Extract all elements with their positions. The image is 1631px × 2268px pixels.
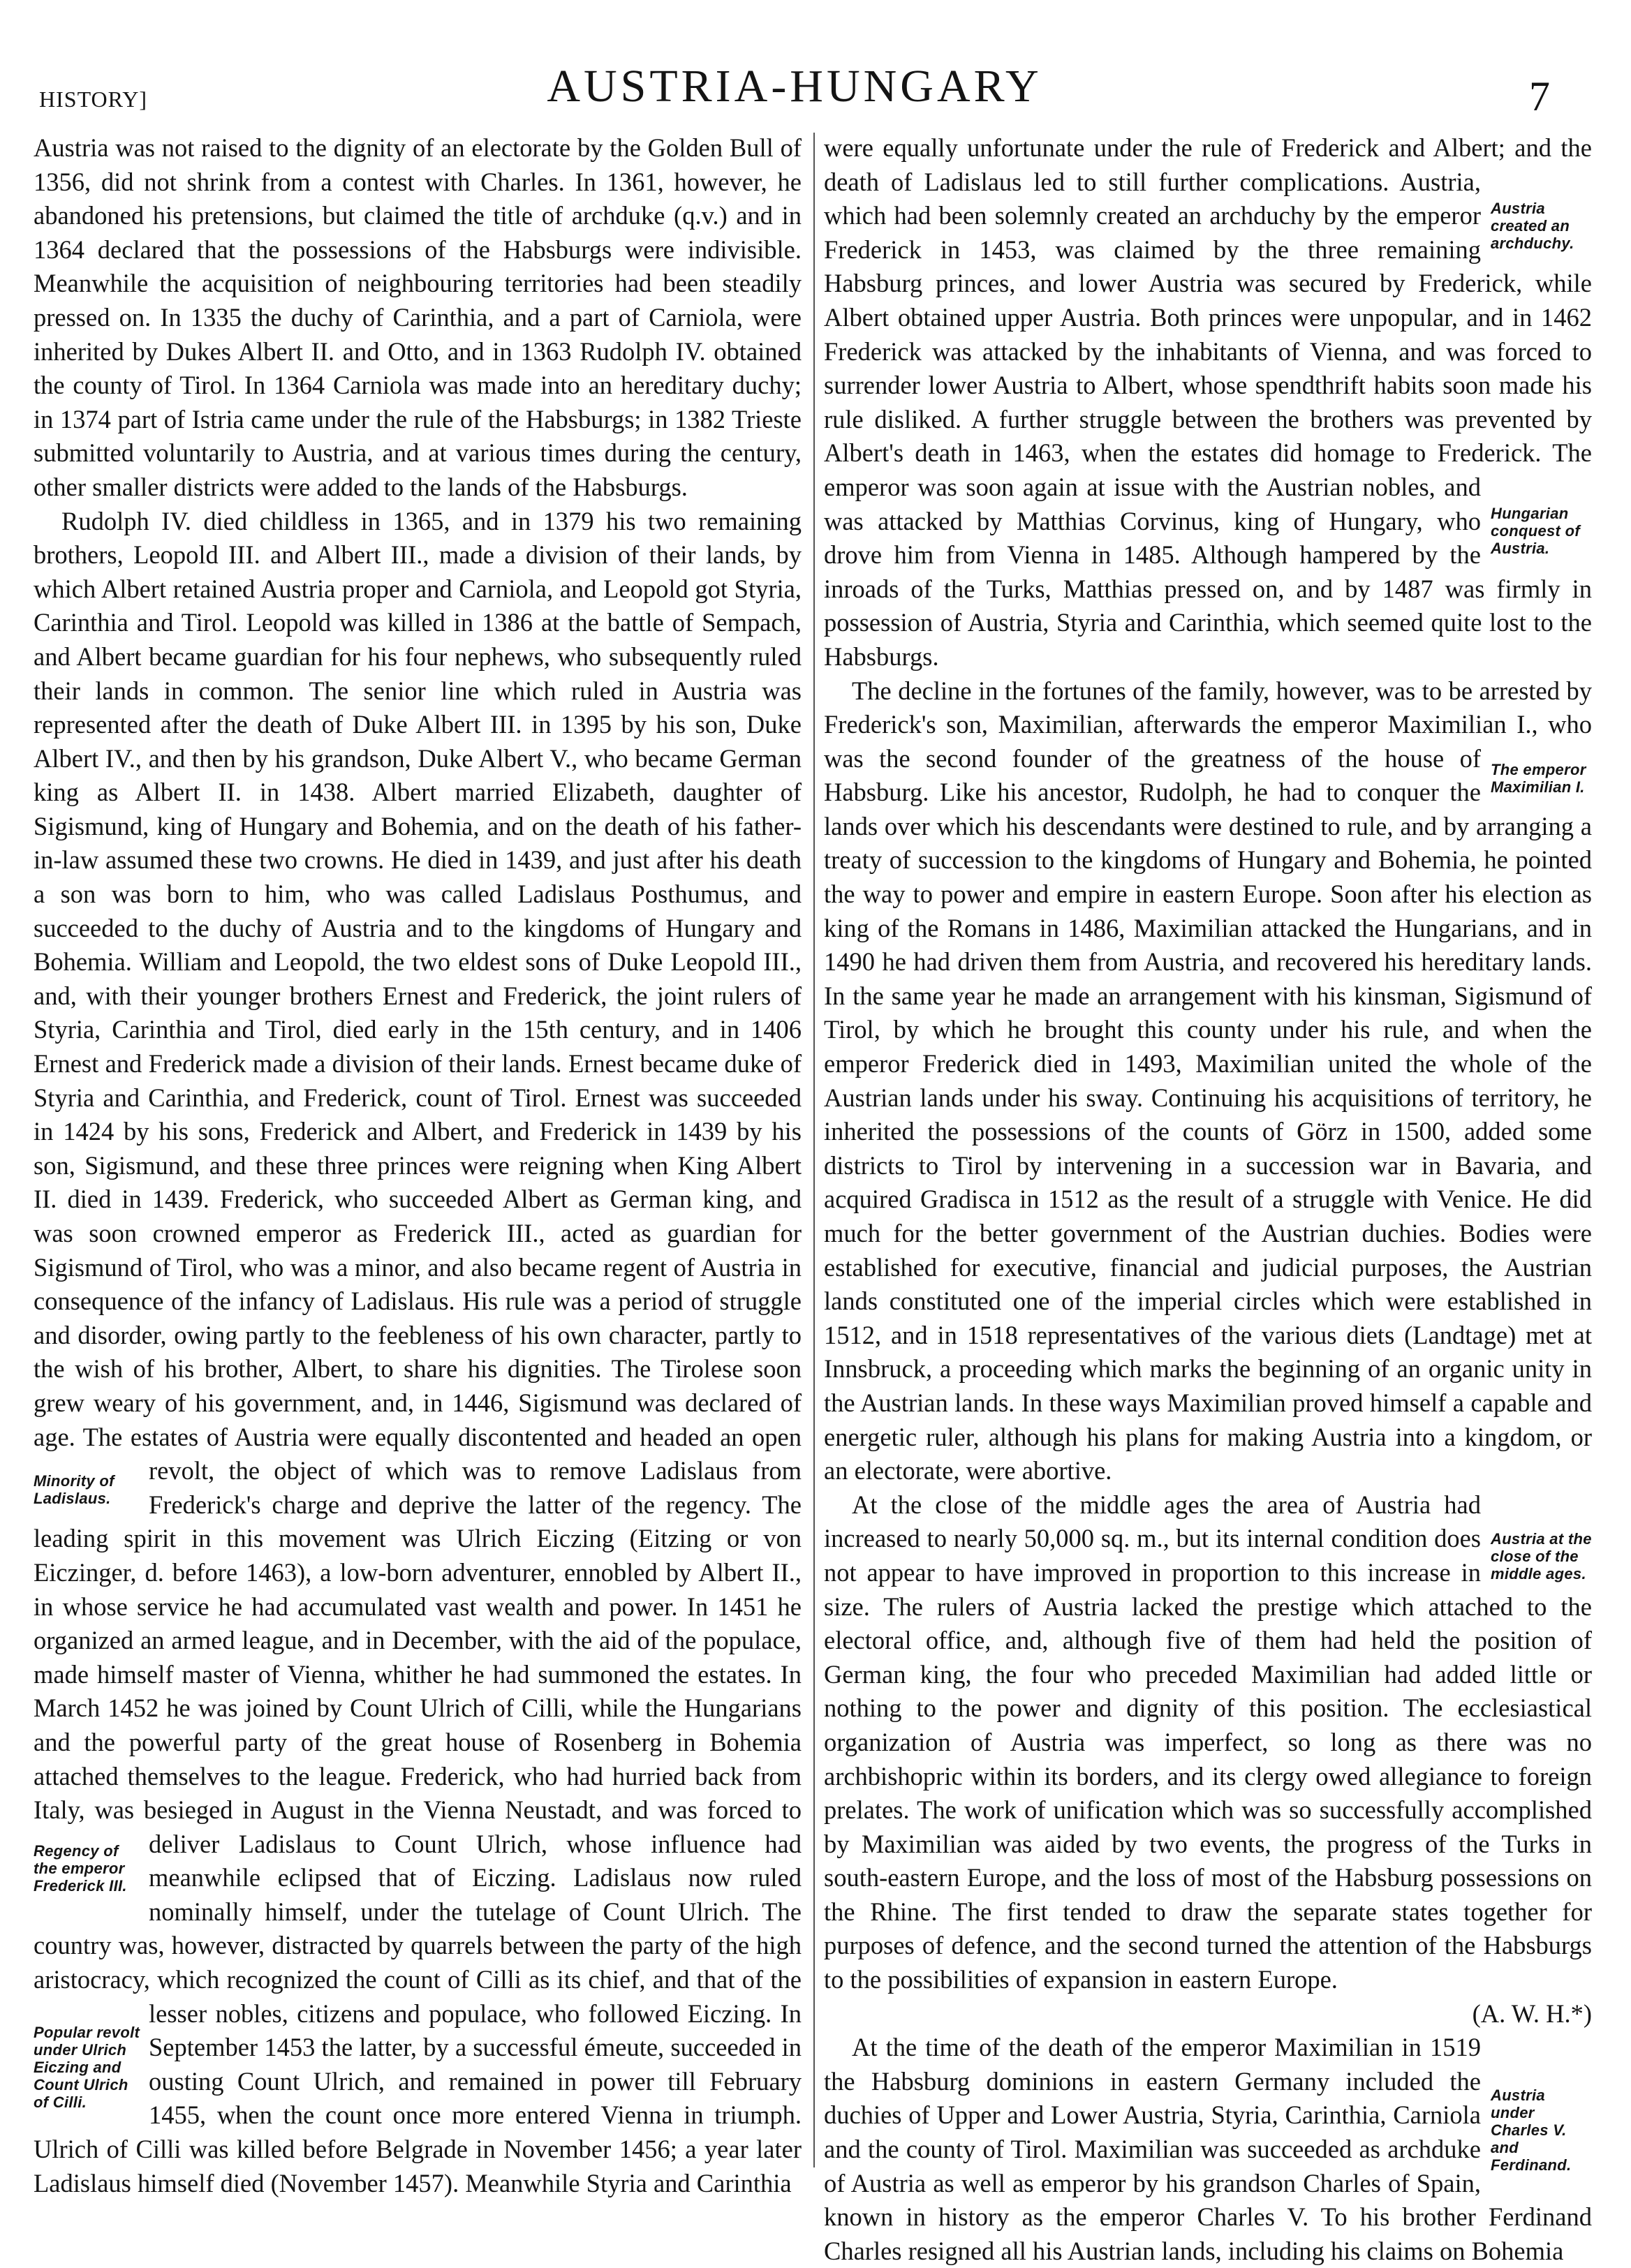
sidenote-hungarian-conquest: Hungarian conquest of Austria. xyxy=(1491,505,1580,557)
sidenote-charles-ferdinand: Austria under Charles V. and Ferdinand. xyxy=(1491,2087,1572,2174)
paragraph: At the close of the middle ages the area of Austria had increased to nearly 50,000 sq. m., but its internal condition does not appear to have improved in proportion to this increase in size. The rulers of Austria lacked the prestige which attached to the electoral office, and, although five of them had held the position of German king, the four who preceded Maximilian had added little or nothing to the power and dignity of this position. The ecclesiastical organization of Austria was imperfect, so long as there was no archbishopric within its borders, and its clergy owed allegiance to foreign prelates. The work of unification which was so successfully accomplished by Maximilian was aided by two events, the progress of the Turks in south-eastern Europe, and the loss of most of the Habsburg possessions on the Rhine. The first tended to draw the separate states together for purposes of defence, and the second turned the attention of the Habsburgs to the possibilities of expansion in eastern Europe. xyxy=(824,1490,1592,1994)
sidenote-regency-of-frederick: Regency of the emperor Frederick III. xyxy=(34,1841,127,1895)
left-column xyxy=(34,131,802,2197)
column-divider xyxy=(813,133,815,2167)
sidenote-minority-of-ladislaus: Minority of Ladislaus. xyxy=(34,1472,115,1507)
sidenote-middle-ages: Austria at the close of the middle ages. xyxy=(1491,1529,1592,1583)
sidenote-austria-archduchy: Austria created an archduchy. xyxy=(1491,200,1574,252)
running-title: AUSTRIA-HUNGARY xyxy=(547,61,1042,112)
paragraph: At the time of the death of the emperor Maximilian in 1519 the Habsburg dominions in eastern Germany included the duchies of Upper and Lower Austria, Styria, Carinthia, Carniola and the county of Tirol. Maximilian was succeeded as archduke of Austria as well as emperor by his grandson Charles of Spain, known in history as the emperor Charles V. To his brother Ferdinand Charles resigned all his Austrian lands, including his claims on Bohemia xyxy=(824,2033,1592,2265)
sidenote-popular-revolt: Popular revolt under Ulrich Eiczing and Count Ulrich of Cilli. xyxy=(34,2023,140,2111)
sidenote-emperor-maximilian: The emperor Maximilian I. xyxy=(1491,761,1586,796)
right-column xyxy=(824,131,1592,2265)
paragraph: Austria was not raised to the dignity of an electorate by the Golden Bull of 1356, did not shrink from a contest with Charles. In 1361, however, he abandoned his pretensions, but claimed the title of archduke (q.v.) and in 1364 declared that the possessions of the Habsburgs were indivisible. Meanwhile the acquisition of neighbouring territories had been steadily pressed on. In 1335 the duchy of Carinthia, and a part of Carniola, were inherited by Dukes Albert II. and Otto, and in 1363 Rudolph IV. obtained the county of Tirol. In 1364 Carniola was made into an hereditary duchy; in 1374 part of Istria came under the rule of the Habsburgs; in 1382 Trieste submitted voluntarily to Austria, and at various times during the century, other smaller districts were added to the lands of the Habsburgs. xyxy=(34,133,802,501)
paragraph: Rudolph IV. died childless in 1365, and in 1379 his two remaining brothers, Leopold III. and Albert III., made a division of their lands, by which Albert retained Austria proper and Carniola, and Leopold got Styria, Carinthia and Tirol. Leopold was killed in 1386 at the battle of Sempach, and Albert became guardian for his four nephews, who subsequently ruled their lands in common. The senior line which ruled in Austria was represented after the death of Duke Albert III. in 1395 by his son, Duke Albert IV., and then by his grandson, Duke Albert V., who became German king as Albert II. in 1438. Albert married Elizabeth, daughter of Sigismund, king of Hungary and Bohemia, and on the death of his father-in-law assumed these two crowns. He died in 1439, and just after his death a son was born to him, who was called Ladislaus Posthumus, and succeeded to the duchy of Austria and to the kingdoms of Hungary and Bohemia. William and Leopold, the two eldest sons of Duke Leopold III., and, with their younger brothers Ernest and Frederick, the joint rulers of Styria, Carinthia and Tirol, died early in the 15th century, and in 1406 Ernest and Frederick made a division of their lands. Ernest became duke of Styria and Carinthia, and Frederick, count of Tirol. Ernest was succeeded in 1424 by his sons, Frederick and Albert, and Frederick in 1439 by his son, Sigismund, and these three princes were reigning when King Albert II. died in 1439. Frederick, who succeeded Albert as German king, and was soon crowned emperor as Frederick III., acted as guardian for Sigismund of Tirol, who was a minor, and also became regent of Austria in consequence of the infancy of Ladislaus. His rule was a period of struggle and disorder, owing partly to the feebleness of his own character, partly to the wish of his brother, Albert, to share his dignities. The Tirolese soon grew weary of his government, and, in 1446, Sigismund was declared of age. The estates of Austria were equally discontented and headed an open revolt, the object of which was to remove Ladislaus from Frederick's charge and deprive the latter of the regency. The leading spirit in this movement was Ulrich Eiczing (Eitzing or von Eiczinger, d. before 1463), a low-born adventurer, ennobled by Albert II., in whose service he had accumulated vast wealth and power. In 1451 he organized an armed league, and in December, with the aid of the populace, made himself master of Vienna, whither he had summoned the estates. In March 1452 he was joined by Count Ulrich of Cilli, while the Hungarians and the powerful party of the great house of Rosenberg in Bohemia attached themselves to the league. Frederick, who had hurried back from Italy, was besieged in August in the Vienna Neustadt, and was forced to deliver Ladislaus to Count Ulrich, whose influence had meanwhile eclipsed that of Eiczing. Ladislaus now ruled nominally himself, under the tutelage of Count Ulrich. The country was, however, distracted by quarrels between the party of the high aristocracy, which recognized the count of Cilli as its chief, and that of the lesser nobles, citizens and populace, who followed Eiczing. In September 1453 the latter, by a successful émeute, succeeded in ousting Count Ulrich, and remained in power till February 1455, when the count once more entered Vienna in triumph. Ulrich of Cilli was killed before Belgrade in November 1456; a year later Ladislaus himself died (November 1457). Meanwhile Styria and Carinthia xyxy=(34,506,802,2197)
page-header xyxy=(39,60,1550,124)
page-number: 7 xyxy=(1529,73,1550,119)
paragraph: The decline in the fortunes of the family, however, was to be arrested by Frederick's son, Maximilian, afterwards the emperor Maximilian I., who was the second founder of the greatness of the house of Habsburg. Like his ancestor, Rudolph, he had to conquer the lands over which his descendants were destined to rule, and by arranging a treaty of succession to the kingdoms of Hungary and Bohemia, he pointed the way to power and empire in eastern Europe. Soon after his election as king of the Romans in 1486, Maximilian attacked the Hungarians, and in 1490 he had driven them from Austria, and recovered his hereditary lands. In the same year he made an arrangement with his kinsman, Sigismund of Tirol, by which he brought this county under his rule, and when the emperor Frederick died in 1493, Maximilian united the whole of the Austrian lands under his sway. Continuing his acquisitions of territory, he inherited the possessions of the counts of Görz in 1500, added some districts to Tirol by intervening in a succession war in Bavaria, and acquired Gradisca in 1512 as the result of a struggle with Venice. He did much for the better government of the Austrian duchies. Bodies were established for executive, financial and judicial purposes, the Austrian lands constituted one of the imperial circles which were established in 1512, and in 1518 representatives of the various diets (Landtage) met at Innsbruck, a proceeding which marks the beginning of an organic unity in the Austrian lands. In these ways Maximilian proved himself a capable and energetic ruler, although his plans for making Austria into a kingdom, or an electorate, were abortive. xyxy=(824,676,1592,1485)
section-label: HISTORY] xyxy=(39,87,147,112)
paragraph: were equally unfortunate under the rule of Frederick and Albert; and the death of Ladislaus led to still further complications. Austria, which had been solemnly created an archduchy by the emperor Frederick in 1453, was claimed by the three remaining Habsburg princes, and lower Austria was secured by Frederick, while Albert obtained upper Austria. Both princes were unpopular, and in 1462 Frederick was attacked by the inhabitants of Vienna, and was forced to surrender lower Austria to Albert, whose spendthrift habits soon made his rule disliked. A further struggle between the brothers was prevented by Albert's death in 1463, when the estates did homage to Frederick. The emperor was soon again at issue with the Austrian nobles, and was attacked by Matthias Corvinus, king of Hungary, who drove him from Vienna in 1485. Although hampered by the inroads of the Turks, Matthias pressed on, and by 1487 was firmly in possession of Austria, Styria and Carinthia, which seemed quite lost to the Habsburgs. xyxy=(824,133,1592,671)
author-signature: (A. W. H.*) xyxy=(1472,1999,1592,2028)
